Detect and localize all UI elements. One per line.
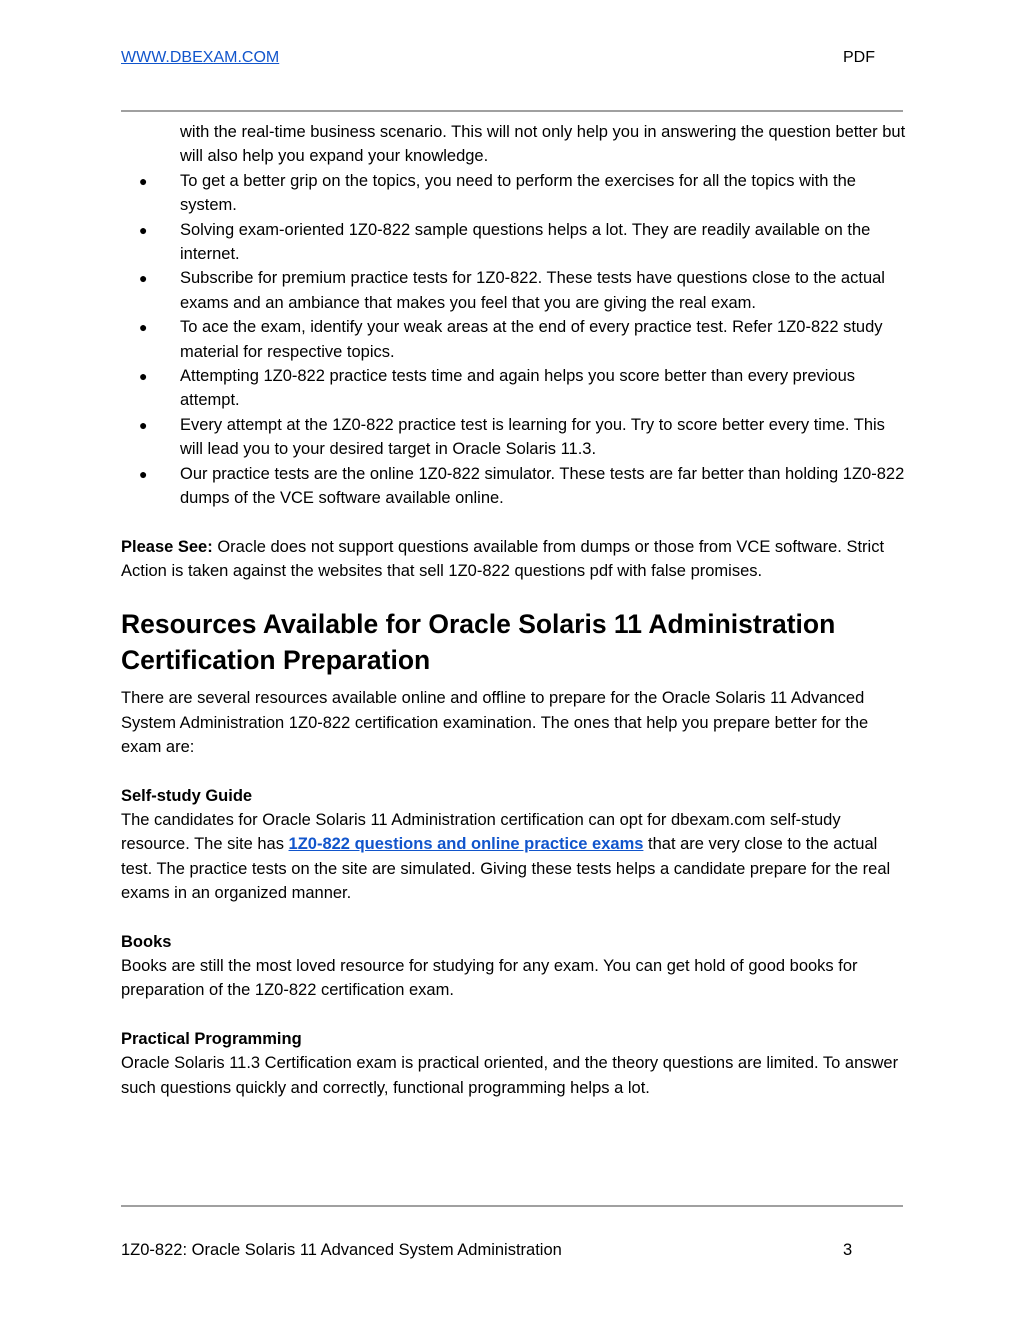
footer-title: 1Z0-822: Oracle Solaris 11 Advanced System Administration <box>121 1241 562 1259</box>
list-item-text: To get a better grip on the topics, you need to perform the exercises for all the topics with the system. <box>180 171 856 215</box>
books-text: Books are still the most loved resource for studying for any exam. You can get hold of good books for preparation of the 1Z0-822 certification exam. <box>121 956 858 1000</box>
list-item <box>121 169 911 218</box>
list-item <box>121 413 911 462</box>
self-study-title: Self-study Guide <box>121 786 253 805</box>
practical-text: Oracle Solaris 11.3 Certification exam is practical oriented, and the theory questions are limited. To answer such questions quickly and correctly, functional programming helps a lot. <box>121 1054 899 1097</box>
list-item-text: Subscribe for premium practice tests for 1Z0-822. These tests have questions close to the actual exams and an ambiance that makes you feel that you are giving the real exam. <box>180 269 885 312</box>
bullet-icon: ● <box>139 465 148 482</box>
list-item <box>121 266 911 315</box>
list-item-text: Solving exam-oriented 1Z0-822 sample questions helps a lot. They are readily available on the internet. <box>180 220 871 264</box>
format-label: PDF <box>843 49 875 66</box>
bullet-icon: ● <box>139 416 148 433</box>
books-title: Books <box>121 932 172 951</box>
list-item <box>121 218 911 267</box>
bullet-icon: ● <box>139 368 148 385</box>
bullet-icon: ● <box>139 319 148 336</box>
tips-list <box>121 169 911 511</box>
list-item <box>121 315 911 364</box>
main-content <box>121 120 911 1100</box>
list-item <box>121 364 911 413</box>
practical-title: Practical Programming <box>121 1029 302 1048</box>
note-label: Please See: <box>121 537 213 556</box>
site-link[interactable]: WWW.DBEXAM.COM <box>121 49 280 66</box>
practice-exams-link[interactable]: 1Z0-822 questions and online practice exams <box>288 835 644 854</box>
self-study-text-after: that are very close to the actual test. The practice tests on the site are simulated. Giving these tests helps a candidate prepare for the real exams in an organized manner. <box>121 835 891 903</box>
header-divider <box>121 110 903 112</box>
note-text: Oracle does not support questions available from dumps or those from VCE software. Strict Action is taken against the websites that sell 1Z0-822 questions pdf with false promises. <box>121 537 885 580</box>
page-number: 3 <box>843 1241 853 1259</box>
bullet-icon: ● <box>139 270 148 287</box>
list-item <box>121 462 911 511</box>
bullet-icon: ● <box>139 221 148 238</box>
section-heading: Resources Available for Oracle Solaris 11 Administration Certification Preparation <box>121 609 836 676</box>
note-paragraph <box>121 535 911 584</box>
footer-divider <box>121 1205 903 1207</box>
bullet-icon: ● <box>139 172 148 189</box>
list-item-text: Attempting 1Z0-822 practice tests time and again helps you score better than every previous attempt. <box>180 367 856 410</box>
list-item-text: To ace the exam, identify your weak areas at the end of every practice test. Refer 1Z0-822 study material for respective topics. <box>180 318 883 361</box>
resources-intro: There are several resources available online and offline to prepare for the Oracle Solaris 11 Advanced System Administration 1Z0-822 certification examination. The ones that help you prepare better for the exam are: <box>121 689 869 757</box>
bullet-continuation: with the real-time business scenario. This will not only help you in answering the question better but will also help you expand your knowledge. <box>180 123 906 166</box>
self-study-text <box>121 808 911 906</box>
self-study-text-before: The candidates for Oracle Solaris 11 Administration certification can opt for dbexam.com self-study resource. The site has <box>121 810 841 854</box>
list-item-text: Every attempt at the 1Z0-822 practice test is learning for you. Try to score better every time. This will lead you to your desired target in Oracle Solaris 11.3. <box>180 415 885 459</box>
list-item-text: Our practice tests are the online 1Z0-822 simulator. These tests are far better than holding 1Z0-822 dumps of the VCE software available online. <box>180 464 905 508</box>
